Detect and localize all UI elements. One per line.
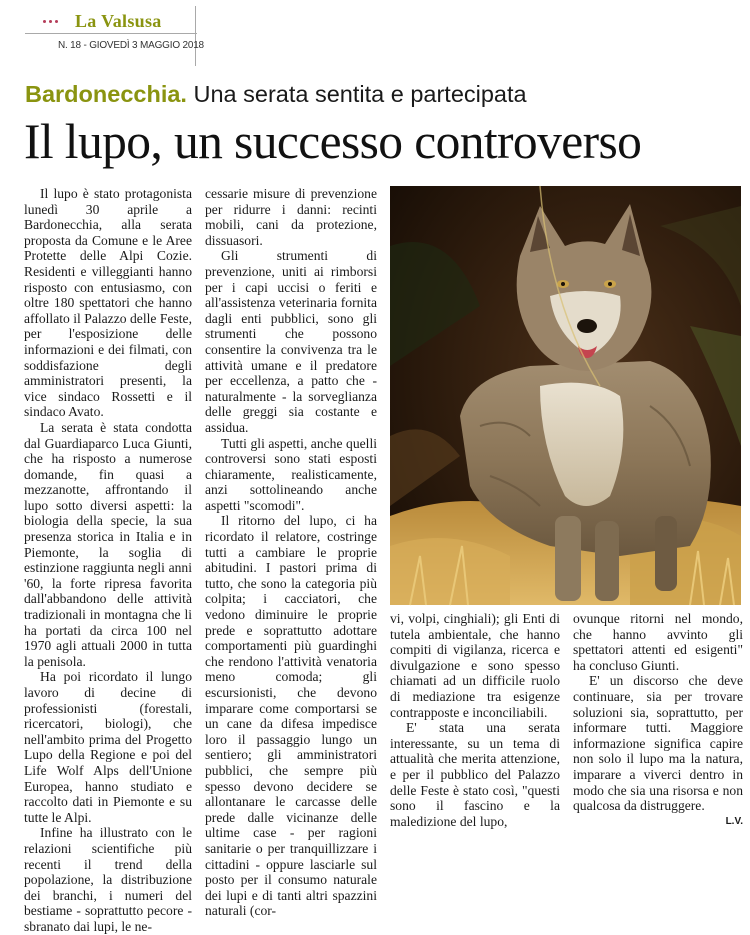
article-column-4 (573, 611, 743, 828)
paragraph: ovunque ritorni nel mondo, che hanno avvinto gli spettatori attenti ed esigenti" ha concluso Giunti. (573, 611, 743, 673)
article-kicker (25, 79, 645, 109)
paragraph: cessarie misure di prevenzione per ridurre i danni: recinti mobili, cani da protezione, dissuasori. (205, 186, 377, 248)
paragraph: Gli strumenti di prevenzione, uniti ai rimborsi per i capi uccisi o feriti e all'assistenza veterinaria fornita dagli enti pubblici, sono gli strumenti che possono consentire la convivenza tra le attività umane e il predatore per eccellenza, a patto che - naturalmente - la sorveglianza delle greggi sia costante e assidua. (205, 248, 377, 435)
article-column-3 (390, 611, 560, 829)
article-column-2 (205, 186, 377, 919)
paragraph: Ha poi ricordato il lungo lavoro di decine di professionisti (forestali, ricercatori, biologi), che nell'ambito prima del Progetto Lupo della Regione e poi del Life Wolf Alps dell'Unione Europea, hanno studiato e raccolto dati in Piemonte e su tutte le Alpi. (24, 669, 192, 825)
article-headline: Il lupo, un successo controverso (24, 114, 642, 169)
masthead-divider (25, 33, 197, 34)
wolf-image (390, 186, 741, 605)
paragraph: E' un discorso che deve continuare, sia per trovare soluzioni sia, soprattutto, per informare tutti. Maggiore informazione significa capire non solo il lupo ma la natura, imparare a viverci dentro in modo che sia una risorsa e non qualcosa da distruggere. (573, 673, 743, 814)
masthead (25, 6, 204, 62)
paragraph: vi, volpi, cinghiali); gli Enti di tutela ambientale, che hanno compiti di vigilanza, ricerca e divulgazione e sono spesso chiamati ad un difficile ruolo di mediazione tra esigenze contrapposte e inconciliabili. (390, 611, 560, 720)
paragraph: Tutti gli aspetti, anche quelli controversi sono stati esposti chiaramente, realisticamente, anzi sottolineando anche aspetti "scomodi". (205, 435, 377, 513)
masthead-logo-icon (43, 20, 65, 24)
masthead-title: La Valsusa (75, 11, 162, 31)
paragraph: E' stata una serata interessante, su un tema di attualità che merita attenzione, e per il pubblico del Palazzo delle Feste è stato così, "questi sono il fascino e la maledizione del lupo, (390, 720, 560, 829)
paragraph: Infine ha illustrato con le relazioni scientifiche più recenti il trend della popolazione, la distribuzione dei branchi, i numeri del bestiame - soprattutto pecore - sbranato dai lupi, le ne- (24, 825, 192, 934)
masthead-divider-vertical (195, 6, 196, 66)
paragraph: La serata è stata condotta dal Guardiaparco Luca Giunti, che ha risposto a numerose domande, fin quasi a mezzanotte, affrontando il lupo sotto diversi aspetti: la biologia della specie, la sua presenza storica in Italia e in Piemonte, la soglia di estinzione raggiunta negli anni '60, la forte ripresa favorita dall'abbandono delle attività tradizionali in montagna che li ha portati da circa 100 nel 1970 agli attuali 2000 in tutta la penisola. (24, 419, 192, 669)
issue-date: N. 18 - GIOVEDÌ 3 MAGGIO 2018 (58, 40, 204, 51)
author-signature: L.V. (725, 816, 743, 828)
article-column-1 (24, 186, 192, 935)
kicker-place: Bardonecchia. (25, 81, 187, 107)
paragraph: Il lupo è stato protagonista lunedì 30 aprile a Bardonecchia, alla serata proposta da Comune e le Aree Protette delle Alpi Cozie. Residenti e villeggianti hanno risposto con entusiasmo, con oltre 180 spettatori che hanno affollato il Palazzo delle Feste, per l'esposizione delle informazioni e dei filmati, con soddisfazione degli amministratori presenti, la vice sindaco Rossetti e il sindaco Avato. (24, 186, 192, 420)
kicker-subtitle: Una serata sentita e partecipata (193, 81, 527, 107)
paragraph: Il ritorno del lupo, ci ha ricordato il relatore, costringe tutti a cambiare le proprie abitudini. I pastori prima di tutto, che sono la categoria più colpita; i cacciatori, che vedono diminuire le proprie prede e soprattutto adottare comportamenti più guardinghi che rendono l'attività venatoria meno comoda; gli escursionisti, che devono imparare come comportarsi se un cane da difesa impedisce loro il passaggio lungo un sentiero; gli amministratori pubblici, che sempre più spesso devono decidere se allontanare le carcasse delle prede dalle vicinanze delle ultime case - per ragioni sanitarie o per tranquillizzare i cittadini - oppure lasciarle sul posto per il consumo naturale dei lupi e di tanti altri spazzini naturali (cor- (205, 513, 377, 919)
wolf-photo (390, 186, 741, 605)
